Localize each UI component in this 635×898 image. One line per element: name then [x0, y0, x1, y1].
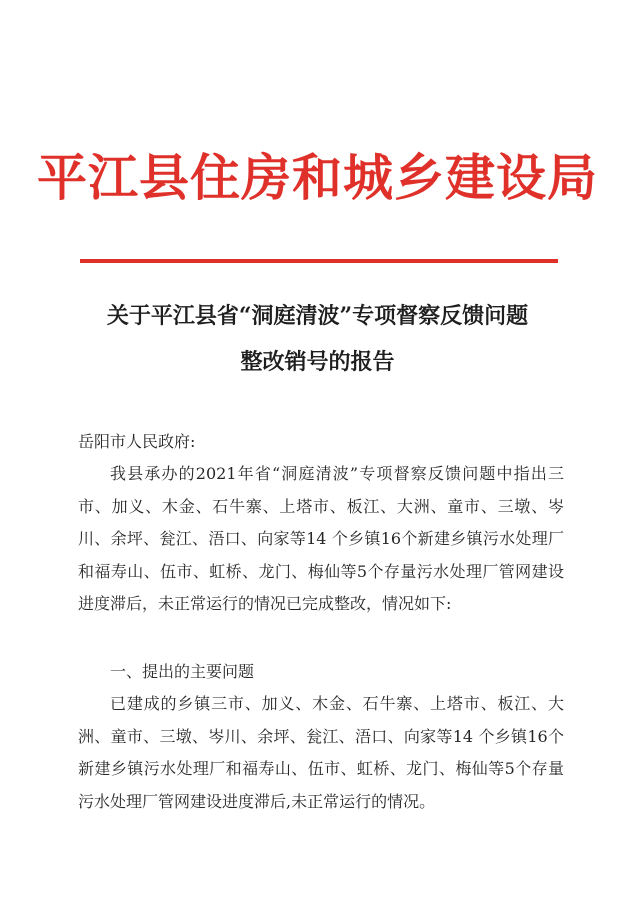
addressee: 岳阳市人民政府:	[78, 432, 196, 451]
organization-letterhead: 平江县住房和城乡建设局	[37, 148, 598, 207]
section-heading-1: 一、提出的主要问题	[110, 662, 255, 681]
letterhead-red-rule	[80, 259, 558, 263]
body-paragraph-1: 我县承办的2021年省“洞庭清波”专项督察反馈问题中指出三市、加义、木金、石牛寨、上塔市、板江、大洲、童市、三墩、岑川、余坪、瓮江、浯口、向家等14 个乡镇16个新建乡镇污水处理厂和福寿山、伍市、虹桥、龙门、梅仙等5个存量污水处理厂管网建设进度滞后，未正常运行的情况已完成整改，情况如下:	[78, 464, 564, 613]
report-title-line-1: 关于平江县省“洞庭清波”专项督察反馈问题	[106, 303, 529, 329]
body-paragraph-2: 已建成的乡镇三市、加义、木金、石牛寨、上塔市、板江、大洲、童市、三墩、岑川、余坪、瓮江、浯口、向家等14 个乡镇16个新建乡镇污水处理厂和福寿山、伍市、虹桥、龙门、梅仙等5个存量污水处理厂管网建设进度滞后,未正常运行的情况。	[78, 694, 564, 811]
report-title-line-2: 整改销号的报告	[240, 349, 395, 375]
